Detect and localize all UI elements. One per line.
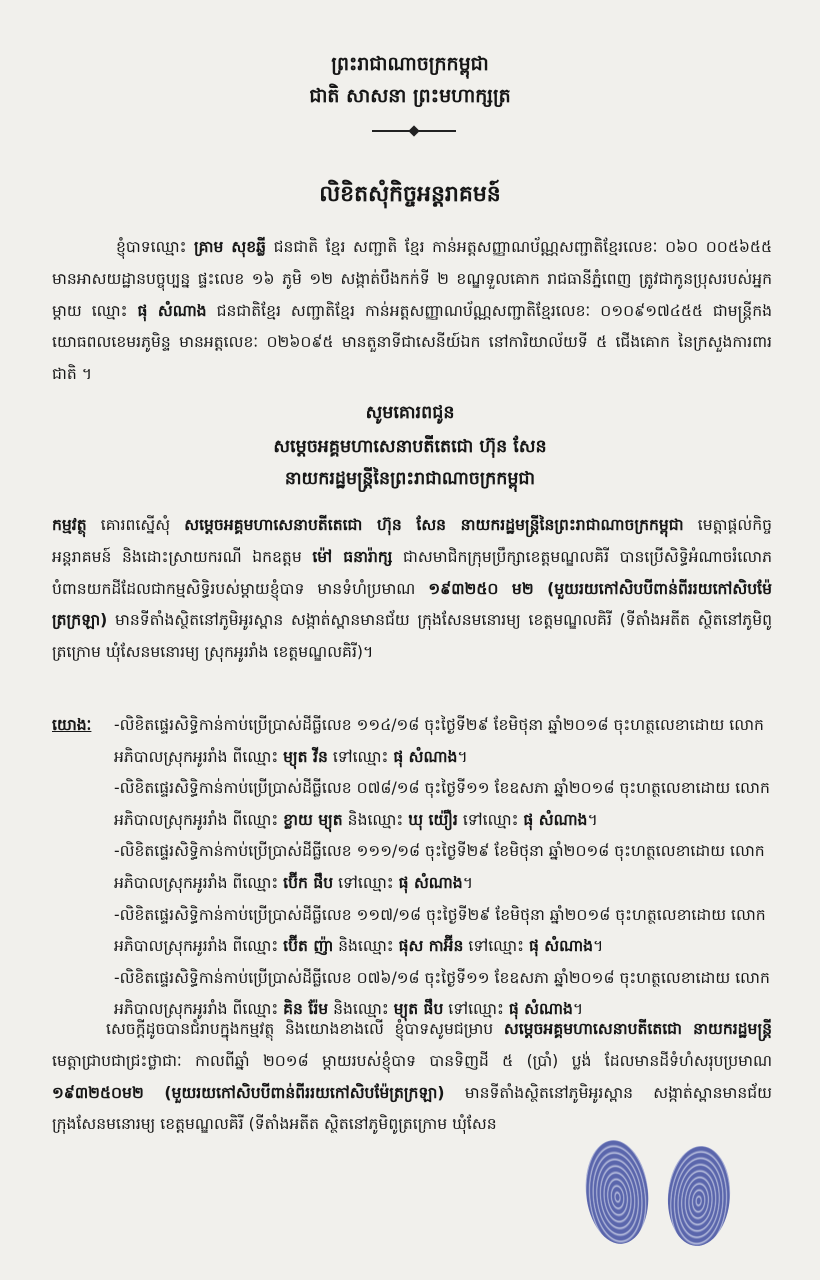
ornament-divider xyxy=(372,130,456,132)
applicant-name: គ្រាម សុខឆ្លី xyxy=(193,238,267,256)
national-motto: ជាតិ សាសនា ព្រះមហាក្សត្រ xyxy=(309,85,511,107)
subject-label: កម្មវត្ថុ xyxy=(52,516,87,534)
recipient-title: នាយករដ្ឋមន្ត្រីនៃព្រះរាជាណាចក្រកម្ពុជា xyxy=(284,469,536,489)
recipient-name: សម្ដេចអគ្គមហាសេនាបតីតេជោ ហ៊ុន សែន xyxy=(273,437,547,457)
reference-item: -លិខិតផ្ទេរសិទ្ធិកាន់កាប់ប្រើប្រាស់ដីធ្លីលេខ ០៧៨/១៨ ចុះថ្ងៃទី១១ ខែឧសភា ឆ្នាំ២០១៨ ចុះហត្ថលេខាដោយ លោកអភិបាលស្រុកអូររាំង ពីឈ្មោះ ខ្លាយ ម្យុត និងឈ្មោះ ឃុ យ៉ឿរ ទៅឈ្មោះ ផុ សំណាង។ xyxy=(114,779,770,829)
subject-paragraph: កម្មវត្ថុ គោរពស្នើសុំ សម្ដេចអគ្គមហាសេនាបតីតេជោ ហ៊ុន សែន នាយករដ្ឋមន្ត្រីនៃព្រះរាជាណាចក្រកម្ពុជា មេត្តាផ្ដល់កិច្ចអន្តរាគមន៍ និងដោះស្រាយករណី ឯកឧត្ដម ម៉ៅ ធនារ៉ាក្ស ជាសមាជិកក្រុមប្រឹក្សាខេត្តមណ្ឌលគិរី បានប្រើសិទ្ធិអំណាចរំលោភបំពានយកដីដែលជាកម្មសិទ្ធិរបស់ម្ដាយខ្ញុំបាទ មានទំហំប្រមាណ ១៩៣២៥០ ម២ (មួយរយកៅសិបបីពាន់ពីររយកៅសិបម៉ែត្រក្រឡា) មានទីតាំងស្ថិតនៅភូមិអូរស្ពាន សង្កាត់ស្ពានមានជ័យ ក្រុងសែនមនោរម្យ ខេត្តមណ្ឌលគិរី (ទីតាំងអតីត ស្ថិតនៅភូមិពូត្រក្រោម ឃុំសែនមនោរម្យ ស្រុកអូររាំង ខេត្តមណ្ឌលគិរី)។ xyxy=(52,516,773,662)
reference-item: -លិខិតផ្ទេរសិទ្ធិកាន់កាប់ប្រើប្រាស់ដីធ្លីលេខ ១១១/១៨ ចុះថ្ងៃទី២៩ ខែមិថុនា ឆ្នាំ២០១៨ ចុះហត្ថលេខាដោយ លោកអភិបាលស្រុកអូររាំង ពីឈ្មោះ ប៊ើក ផឹប ទៅឈ្មោះ ផុ សំណាង។ xyxy=(114,842,765,892)
letter-title: លិខិតសុំកិច្ចអន្តរាគមន៍ xyxy=(319,182,501,207)
salutation: សូមគោរពជូន xyxy=(365,403,455,423)
thumbprint-left xyxy=(581,1137,654,1247)
closing-paragraph: សេចក្ដីដូចបានជំរាបក្នុងកម្មវត្ថុ និងយោងខាងលើ ខ្ញុំបាទសូមជម្រាប សម្ដេចអគ្គមហាសេនាបតីតេជោ នាយករដ្ឋមន្ត្រី មេត្តាជ្រាបជាជ្រះថ្លាជាៈ កាលពីឆ្នាំ ២០១៨ ម្ដាយរបស់ខ្ញុំបាទ បានទិញដី ៥ (ប្រាំ) ប្លង់ ដែលមានដីទំហំសរុបប្រមាណ ១៩៣២៥០ម២ (មួយរយកៅសិបបីពាន់ពីររយកៅសិបម៉ែត្រក្រឡា) មានទីតាំងស្ថិតនៅភូមិអូរស្ពាន សង្កាត់ស្ពានមានជ័យ ក្រុងសែនមនោរម្យ ខេត្តមណ្ឌលគិរី (ទីតាំងអតីត ស្ថិតនៅភូមិពូត្រក្រោម ឃុំសែន xyxy=(52,1020,773,1134)
references-label: យោងៈ xyxy=(52,716,92,734)
intro-paragraph: ខ្ញុំបាទឈ្មោះ គ្រាម សុខឆ្លី ជនជាតិ ខ្មែរ សញ្ជាតិ ខ្មែរ កាន់អត្តសញ្ញាណប័ណ្ណសញ្ជាតិខ្មែរលេខៈ ០៦០ ០០៥៦៥៥ មានអាសយដ្ឋានបច្ចុប្បន្ន ផ្ទះលេខ ១៦ ភូមិ ១២ សង្កាត់បឹងកក់ទី ២ ខណ្ឌទួលគោក រាជធានីភ្នំពេញ ត្រូវជាកូនប្រុសរបស់អ្នកម្ដាយ ឈ្មោះ ផុ សំណាង ជនជាតិខ្មែរ សញ្ជាតិខ្មែរ កាន់អត្តសញ្ញាណប័ណ្ណសញ្ជាតិខ្មែរលេខៈ ០១០៩១៧៤៥៥ ជាមន្ត្រីកងយោធពលខេមរភូមិន្ទ មានអត្តលេខៈ ០២៦០៩៥ មានតួនាទីជាសេនីយ៍ឯក នៅការិយាល័យទី ៥ ជើងគោក នៃក្រសួងការពារជាតិ ។ xyxy=(52,238,773,384)
reference-item: -លិខិតផ្ទេរសិទ្ធិកាន់កាប់ប្រើប្រាស់ដីធ្លីលេខ ០៧៦/១៨ ចុះថ្ងៃទី១១ ខែឧសភា ឆ្នាំ២០១៨ ចុះហត្ថលេខាដោយ លោកអភិបាលស្រុកអូររាំង ពីឈ្មោះ គិន រ៉ែម និងឈ្មោះ ម្យុត ផឹប ទៅឈ្មោះ ផុ សំណាង។ xyxy=(114,968,770,1019)
reference-item: -លិខិតផ្ទេរសិទ្ធិកាន់កាប់ប្រើប្រាស់ដីធ្លីលេខ ១១៤/១៨ ចុះថ្ងៃទី២៩ ខែមិថុនា ឆ្នាំ២០១៨ ចុះហត្ថលេខាដោយ លោកអភិបាលស្រុកអូររាំង ពីឈ្មោះ ម្យុត វីន ទៅឈ្មោះ ផុ សំណាង។ xyxy=(114,716,764,766)
mother-name: ផុ សំណាង xyxy=(137,301,207,320)
reference-item: -លិខិតផ្ទេរសិទ្ធិកាន់កាប់ប្រើប្រាស់ដីធ្លីលេខ ១១៧/១៨ ចុះថ្ងៃទី២៩ ខែមិថុនា ឆ្នាំ២០១៨ ចុះហត្ថលេខាដោយ លោកអភិបាលស្រុកអូររាំង ពីឈ្មោះ ប៊ើត ញ៉ា និងឈ្មោះ ផុស កាអ៊ីន ទៅឈ្មោះ ផុ សំណាង។ xyxy=(114,905,766,956)
kingdom-heading: ព្រះរាជាណាចក្រកម្ពុជា xyxy=(331,53,489,75)
references-section xyxy=(52,710,772,1026)
thumbprint-right xyxy=(665,1144,734,1248)
